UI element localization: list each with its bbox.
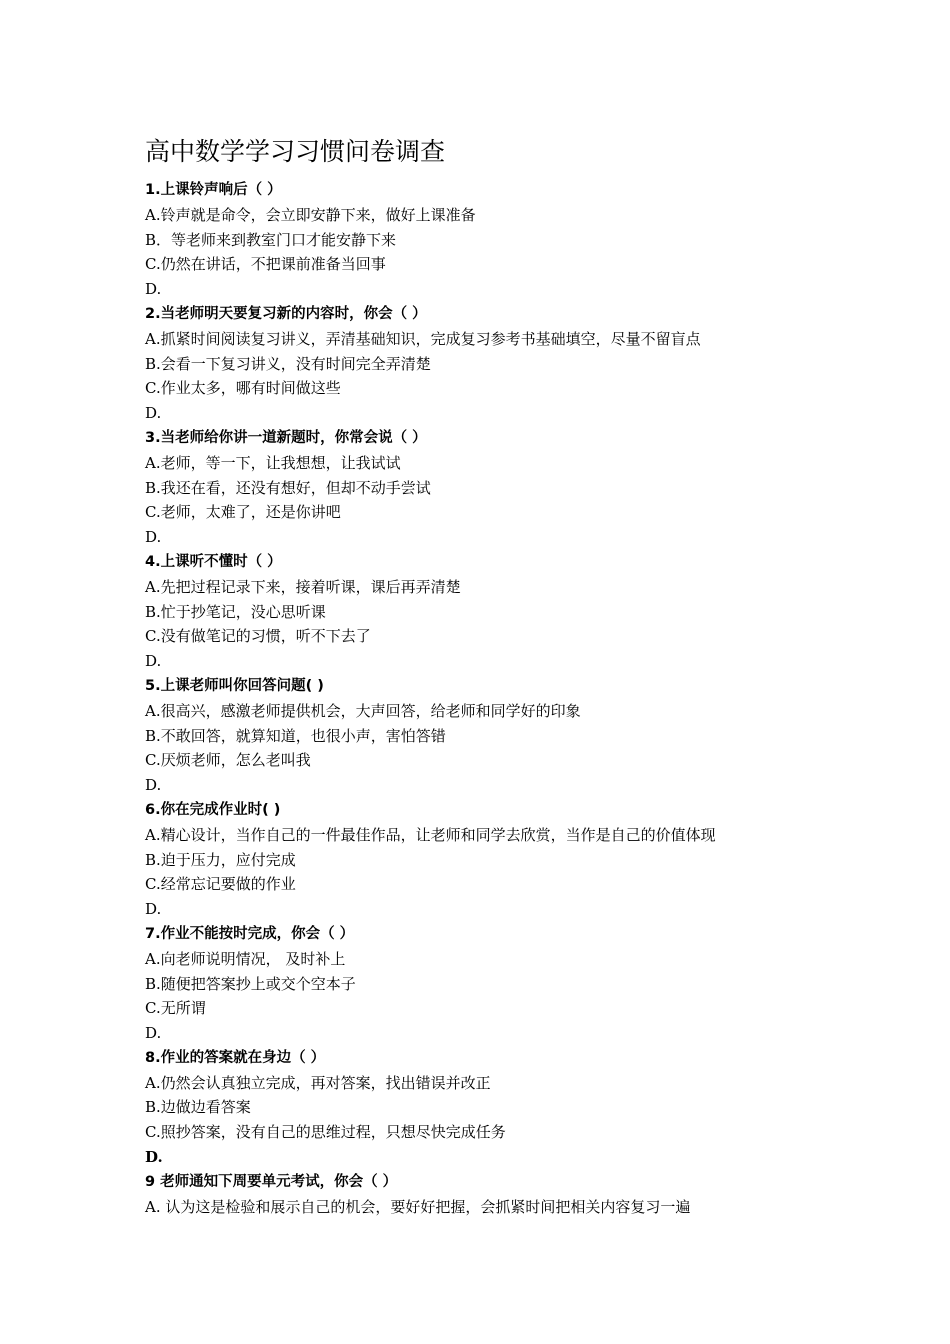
option-b: B.我还在看，还没有想好，但却不动手尝试 [145, 478, 431, 497]
option-a: A.老师，等一下，让我想想，让我试试 [145, 453, 401, 472]
option-c: C.老师，太难了，还是你讲吧 [145, 503, 341, 522]
option-a: A.铃声就是命令，会立即安静下来，做好上课准备 [145, 205, 476, 224]
document-title: 高中数学学习习惯问卷调查 [145, 137, 446, 166]
question-7 [145, 922, 845, 1046]
option-c: C.照抄答案，没有自己的思维过程，只想尽快完成任务 [145, 1123, 506, 1142]
option-d: D. [145, 280, 162, 299]
option-d: D. [145, 528, 162, 547]
option-c: C.没有做笔记的习惯，听不下去了 [145, 627, 371, 646]
question-text: 1.上课铃声响后（ ） [145, 182, 282, 198]
option-d: D. [145, 1024, 162, 1043]
question-9 [145, 1170, 845, 1220]
question-6 [145, 798, 845, 922]
option-c: C.无所谓 [145, 999, 206, 1018]
option-b: B.边做边看答案 [145, 1098, 251, 1117]
option-b: B.迫于压力，应付完成 [145, 850, 296, 869]
option-d: D. [145, 404, 162, 423]
option-d: D. [145, 900, 162, 919]
option-b: B．等老师来到教室门口才能安静下来 [145, 230, 397, 249]
question-text: 5.上课老师叫你回答问题( ) [145, 677, 324, 694]
option-b: B.不敢回答，就算知道，也很小声，害怕答错 [145, 726, 446, 745]
option-b: B.会看一下复习讲义，没有时间完全弄清楚 [145, 354, 431, 373]
question-text: 6.你在完成作业时( ) [145, 801, 281, 818]
question-2 [145, 302, 845, 426]
option-c: C.作业太多，哪有时间做这些 [145, 379, 341, 398]
question-text: 8.作业的答案就在身边（ ） [145, 1049, 326, 1066]
option-a: A.先把过程记录下来，接着听课，课后再弄清楚 [145, 577, 461, 596]
option-b: B.忙于抄笔记，没心思听课 [145, 602, 326, 621]
question-text: 7.作业不能按时完成，你会（ ） [145, 925, 355, 942]
question-1 [145, 178, 845, 302]
option-a: A.很高兴，感激老师提供机会，大声回答，给老师和同学好的印象 [145, 701, 581, 720]
option-a: A.抓紧时间阅读复习讲义，弄清基础知识，完成复习参考书基础填空，尽量不留盲点 [145, 329, 701, 348]
option-c: C.经常忘记要做的作业 [145, 875, 296, 894]
question-8 [145, 1046, 845, 1170]
option-a: A.向老师说明情况， 及时补上 [145, 949, 346, 968]
question-3 [145, 426, 845, 550]
option-b: B.随便把答案抄上或交个空本子 [145, 974, 356, 993]
option-a: A.精心设计，当作自己的一件最佳作品，让老师和同学去欣赏，当作是自己的价值体现 [145, 825, 716, 844]
option-a: A. 认为这是检验和展示自己的机会，要好好把握，会抓紧时间把相关内容复习一遍 [145, 1197, 691, 1216]
question-4 [145, 550, 845, 674]
option-d: D. [145, 1148, 163, 1167]
option-c: C.仍然在讲话，不把课前准备当回事 [145, 255, 386, 274]
question-text: 2.当老师明天要复习新的内容时，你会（ ） [145, 305, 427, 322]
option-a: A.仍然会认真独立完成，再对答案，找出错误并改正 [145, 1073, 491, 1092]
question-5 [145, 674, 845, 798]
option-c: C.厌烦老师，怎么老叫我 [145, 751, 311, 770]
question-text: 4.上课听不懂时（ ） [145, 553, 282, 570]
question-text: 9 老师通知下周要单元考试，你会（ ） [145, 1173, 398, 1190]
question-text: 3.当老师给你讲一道新题时，你常会说（ ） [145, 429, 427, 446]
option-d: D. [145, 776, 162, 795]
option-d: D. [145, 652, 162, 671]
document-body [145, 134, 845, 1219]
